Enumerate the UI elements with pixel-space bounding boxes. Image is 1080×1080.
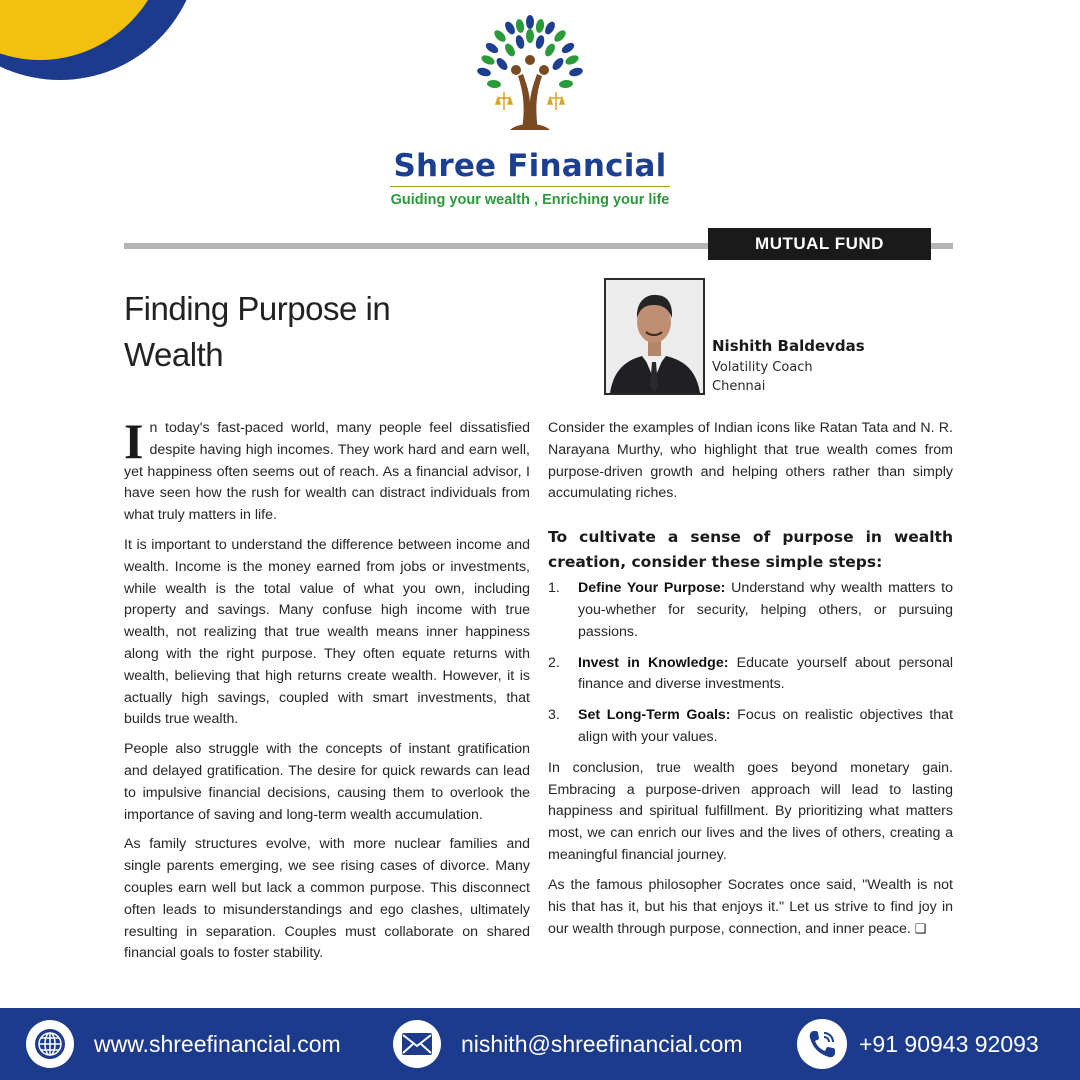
step-text: Educate yourself about personal finance and diverse investments. — [578, 654, 953, 693]
brand-name: Shree Financial — [393, 148, 667, 184]
paragraph-intro — [124, 413, 530, 527]
article-title — [124, 286, 544, 378]
list-item — [548, 653, 953, 697]
step-number: 3. — [548, 707, 560, 724]
mail-icon — [393, 1020, 441, 1068]
title-line-1: Finding Purpose in — [124, 290, 391, 327]
steps-list — [548, 578, 953, 749]
drop-cap: I — [124, 413, 144, 469]
step-text: Focus on realistic objectives that align with your values. — [578, 707, 954, 745]
step-text: Understand why wealth matters to you-whether for security, helping others, or pursuing passions. — [578, 580, 953, 640]
article-column-right — [548, 418, 953, 949]
end-mark: ❑ — [914, 921, 927, 937]
phone-number[interactable]: +91 90943 92093 — [859, 1030, 1039, 1057]
brand-logo — [380, 14, 680, 208]
paragraph-quote-text: As the famous philosopher Socrates once said, "Wealth is not his that has it, but his that enjoys it." Let us strive to find joy in our wealth through purpose, connection, and inner peace. — [548, 876, 953, 938]
article-column-left — [124, 413, 530, 973]
website-link[interactable]: www.shreefinancial.com — [94, 1030, 341, 1057]
author-city: Chennai — [712, 379, 766, 394]
step-label: Set Long-Term Goals: — [578, 707, 731, 724]
website-contact[interactable] — [26, 1008, 341, 1080]
author-photo — [604, 278, 705, 395]
contact-footer — [0, 1008, 1080, 1080]
paragraph-income-wealth: It is important to understand the difference between income and wealth. Income is the money earned from jobs or investments, while wealth is the total value of what you own, including property and savings. Many confuse high income with true wealth, not realizing that true wealth means inner happiness along with the right purpose. They often equate returns with wealth, believing that high returns create wealth. However, it is actually high savings, coupled with smart investments, that builds true wealth. — [124, 536, 530, 728]
step-label: Define Your Purpose: — [578, 580, 726, 597]
paragraph-quote — [548, 875, 953, 941]
email-contact[interactable] — [393, 1008, 743, 1080]
email-link[interactable]: nishith@shreefinancial.com — [461, 1030, 743, 1057]
paragraph-conclusion: In conclusion, true wealth goes beyond monetary gain. Embracing a purpose-driven approach will lead to lasting happiness and spiritual fulfillment. By prioritizing what matters most, we can enrich our lives and the lives of others, creating a meaningful financial journey. — [548, 759, 953, 863]
phone-contact[interactable] — [797, 1008, 1039, 1080]
corner-decoration — [0, 0, 200, 80]
step-number: 2. — [548, 654, 560, 671]
section-tag: MUTUAL FUND — [708, 228, 931, 260]
globe-icon — [26, 1020, 74, 1068]
step-label: Invest in Knowledge: — [578, 654, 729, 671]
brand-divider — [390, 186, 670, 187]
author-name: Nishith Baldevdas — [712, 337, 865, 355]
paragraph-icons: Consider the examples of Indian icons like Ratan Tata and N. R. Narayana Murthy, who highlight that true wealth comes from purpose-driven growth and helping others rather than simply accumulating riches. — [548, 420, 953, 502]
title-line-2: Wealth — [124, 336, 224, 373]
steps-heading: To cultivate a sense of purpose in wealth creation, consider these simple steps: — [548, 528, 953, 572]
list-item — [548, 578, 953, 643]
brand-tagline: Guiding your wealth , Enriching your life — [390, 192, 670, 208]
tree-logo-icon — [470, 14, 590, 134]
step-number: 1. — [548, 580, 560, 597]
paragraph-gratification: People also struggle with the concepts of instant gratification and delayed gratification. The desire for quick rewards can lead to impulsive financial decisions, causing them to overlook the importance of saving and long-term wealth accumulation. — [124, 741, 530, 823]
paragraph-intro-text: n today's fast-paced world, many people feel dissatisfied despite having high incomes. They work hard and earn well, yet happiness often seems out of reach. As a financial advisor, I have seen how the rush for wealth can distract individuals from what truly matters in life. — [124, 420, 530, 524]
paragraph-family: As family structures evolve, with more nuclear families and single parents emerging, we see rising cases of divorce. Many couples earn well but lack a common purpose. This disconnect often leads to misunderstandings and ego clashes, ultimately resulting in separation. Couples must collaborate on shared financial goals to foster stability. — [124, 836, 530, 962]
author-role: Volatility Coach — [712, 360, 813, 375]
phone-icon — [797, 1019, 847, 1069]
author-info — [712, 337, 865, 396]
list-item — [548, 705, 953, 749]
